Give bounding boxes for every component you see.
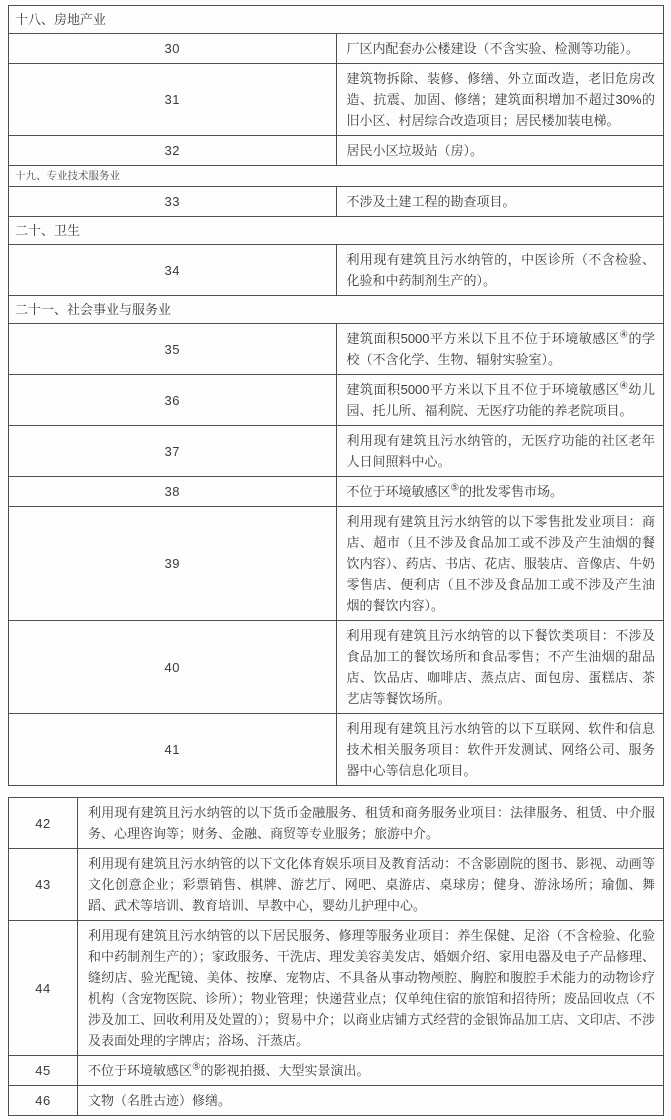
table-row	[9, 507, 664, 621]
item-number: 30	[9, 34, 337, 64]
item-number: 44	[9, 921, 78, 1056]
exemption-table-part2	[8, 797, 664, 1116]
section-title-professional-services: 十九、专业技术服务业	[9, 166, 664, 187]
table-row	[9, 34, 664, 64]
table-row	[9, 64, 664, 136]
item-number: 33	[9, 187, 337, 217]
item-text: 利用现有建筑且污水纳管的以下餐饮类项目：不涉及食品加工的餐饮场所和食品零售；不产生油烟的甜品店、饮品店、咖啡店、蒸点店、面包房、蛋糕店、茶艺店等餐饮场所。	[336, 621, 664, 714]
item-text: 利用现有建筑且污水纳管的以下文化体育娱乐项目及教育活动：不含影剧院的图书、影视、动画等文化创意企业；彩票销售、棋牌、游艺厅、网吧、桌游店、桌球房；健身、游泳场所；瑜伽、舞蹈、武术等培训、教育培训、早教中心，婴幼儿护理中心。	[78, 849, 664, 921]
table-row	[9, 1056, 664, 1086]
item-text: 居民小区垃圾站（房）。	[336, 136, 664, 166]
footnote-ref: ④	[619, 329, 629, 341]
table-row	[9, 849, 664, 921]
item-number: 42	[9, 798, 78, 849]
item-text: 文物（名胜古迹）修缮。	[78, 1086, 664, 1116]
item-text	[336, 324, 664, 375]
table-row	[9, 1086, 664, 1116]
item-number: 32	[9, 136, 337, 166]
section-row	[9, 6, 664, 34]
item-text-post: 的学校（不含化学、生物、辐射实验室）。	[346, 331, 655, 367]
item-text	[336, 477, 664, 507]
item-number: 41	[9, 714, 337, 786]
item-number: 35	[9, 324, 337, 375]
footnote-ref: ④	[619, 380, 629, 392]
table-row	[9, 477, 664, 507]
item-text: 厂区内配套办公楼建设（不含实验、检测等功能）。	[336, 34, 664, 64]
table-row	[9, 245, 664, 296]
section-title-health: 二十、卫生	[9, 217, 664, 245]
item-text-post: 幼儿园、托儿所、福利院、无医疗功能的养老院项目。	[346, 382, 655, 418]
item-number: 46	[9, 1086, 78, 1116]
item-number: 37	[9, 426, 337, 477]
item-text	[78, 1056, 664, 1086]
table-row	[9, 187, 664, 217]
section-title-real-estate: 十八、房地产业	[9, 6, 664, 34]
table-row	[9, 921, 664, 1056]
footnote-ref: ⑤	[192, 1061, 201, 1073]
item-number: 34	[9, 245, 337, 296]
item-number: 36	[9, 375, 337, 426]
footnote-ref: ⑤	[450, 482, 460, 494]
item-number: 43	[9, 849, 78, 921]
item-text-pre: 建筑面积5000平方米以下且不位于环境敏感区	[346, 331, 620, 346]
table-row	[9, 324, 664, 375]
item-text: 建筑物拆除、装修、修缮、外立面改造，老旧危房改造、抗震、加固、修缮；建筑面积增加不超过30%的旧小区、村居综合改造项目；居民楼加装电梯。	[336, 64, 664, 136]
item-text: 利用现有建筑且污水纳管的以下零售批发业项目：商店、超市（且不涉及食品加工或不涉及产生油烟的餐饮内容）、药店、书店、花店、服装店、音像店、牛奶零售店、便利店（且不涉及食品加工或不涉及产生油烟的餐饮内容）。	[336, 507, 664, 621]
table-row	[9, 621, 664, 714]
section-row	[9, 166, 664, 187]
item-text: 利用现有建筑且污水纳管的，中医诊所（不含检验、化验和中药制剂生产的）。	[336, 245, 664, 296]
table-row	[9, 426, 664, 477]
section-title-social-services: 二十一、社会事业与服务业	[9, 296, 664, 324]
section-row	[9, 217, 664, 245]
item-text-pre: 不位于环境敏感区	[346, 484, 451, 499]
item-number: 45	[9, 1056, 78, 1086]
section-row	[9, 296, 664, 324]
item-text-pre: 不位于环境敏感区	[88, 1063, 193, 1078]
item-number: 31	[9, 64, 337, 136]
item-text-post: 的批发零售市场。	[459, 484, 564, 499]
item-text	[336, 375, 664, 426]
item-text: 不涉及土建工程的勘查项目。	[336, 187, 664, 217]
exemption-table-part1	[8, 5, 664, 786]
table-row	[9, 136, 664, 166]
table-row	[9, 714, 664, 786]
item-text: 利用现有建筑且污水纳管的以下货币金融服务、租赁和商务服务业项目：法律服务、租赁、中介服务、心理咨询等；财务、金融、商贸等专业服务；旅游中介。	[78, 798, 664, 849]
table-row	[9, 798, 664, 849]
item-text-post: 的影视拍摄、大型实景演出。	[200, 1063, 370, 1078]
item-text: 利用现有建筑且污水纳管的以下居民服务、修理等服务业项目：养生保健、足浴（不含检验、化验和中药制剂生产的）；家政服务、干洗店、理发美容美发店、婚姻介绍、家用电器及电子产品修理、缝纫店、验光配镜、美体、按摩、宠物店、不具备从事动物颅腔、胸腔和腹腔手术能力的动物诊疗机构（含宠物医院、诊所）；物业管理；快递营业点；仅单纯住宿的旅馆和招待所；废品回收点（不涉及加工、回收利用及处置的）；贸易中介；以商业店铺方式经营的金银饰品加工店、文印店、不涉及表面处理的字牌店；浴场、汗蒸店。	[78, 921, 664, 1056]
item-text: 利用现有建筑且污水纳管的，无医疗功能的社区老年人日间照料中心。	[336, 426, 664, 477]
item-text: 利用现有建筑且污水纳管的以下互联网、软件和信息技术相关服务项目：软件开发测试、网络公司、服务器中心等信息化项目。	[336, 714, 664, 786]
item-text-pre: 建筑面积5000平方米以下且不位于环境敏感区	[346, 382, 620, 397]
item-number: 39	[9, 507, 337, 621]
item-number: 38	[9, 477, 337, 507]
item-number: 40	[9, 621, 337, 714]
table-row	[9, 375, 664, 426]
